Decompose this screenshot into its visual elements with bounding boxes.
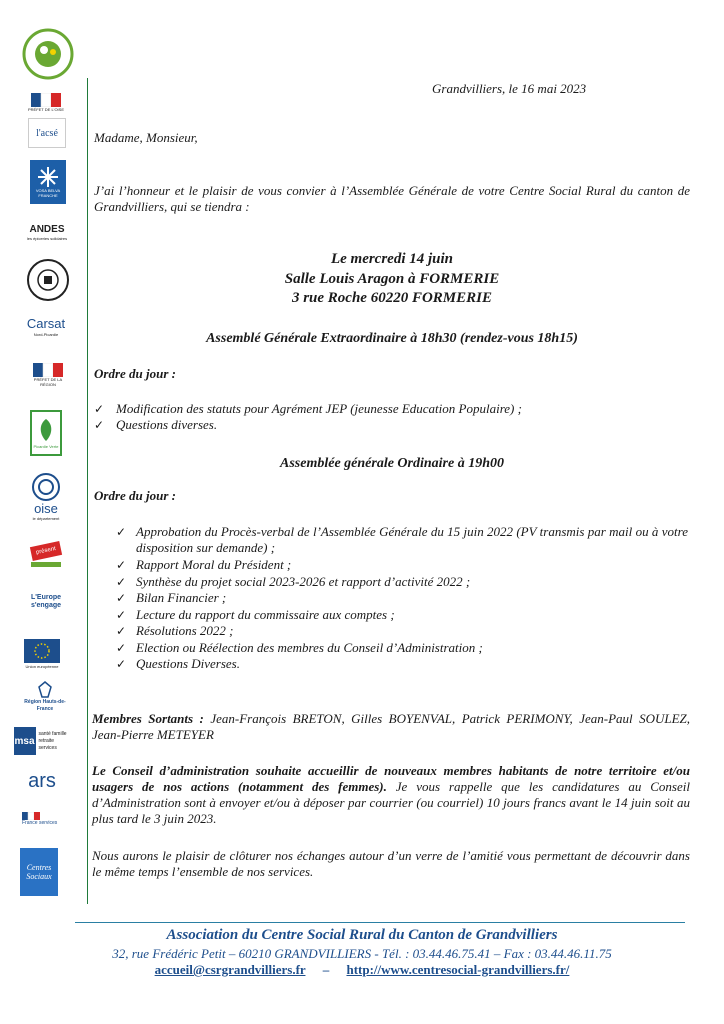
- check-icon: ✓: [94, 402, 105, 416]
- andes-logo: ANDES les épiceries solidaires: [26, 224, 68, 241]
- check-icon: ✓: [116, 525, 127, 539]
- france-services-logo: France services: [22, 804, 62, 834]
- vosges-logo: VOSA BELVA FRANCHE: [30, 160, 66, 204]
- check-icon: ✓: [116, 608, 127, 622]
- oise-logo: oise le département: [22, 470, 70, 524]
- footer-org-name: Association du Centre Social Rural du Canton de Grandvilliers: [166, 927, 558, 943]
- ordre2-item: ✓ Rapport Moral du Président ;: [116, 557, 292, 572]
- ars-logo: ars: [28, 770, 56, 792]
- hauts-de-france-logo: Région Hauts-de-France: [18, 680, 72, 714]
- centres-sociaux-logo: Centres Sociaux: [20, 848, 58, 896]
- footer-separator: –: [322, 962, 330, 977]
- europe-engage-logo: L'Europe s'engage: [30, 594, 62, 609]
- ordre2-item: ✓ Election ou Réélection des membres du Conseil d’Administration ;: [116, 640, 483, 655]
- membres-sortants: Membres Sortants : Jean-François BRETON, Gilles BOYENVAL, Patrick PERIMONY, Jean-Paul SOULEZ, Jean-Pierre METEYER: [92, 711, 690, 742]
- acse-logo: l'acsé: [28, 118, 66, 148]
- footer-divider: [75, 922, 685, 923]
- check-icon: ✓: [116, 624, 127, 638]
- ordre2-item: ✓ Lecture du rapport du commissaire aux comptes ;: [116, 607, 395, 622]
- age-title: Assemblé Générale Extraordinaire à 18h30 (rendez-vous 18h15): [206, 331, 578, 346]
- check-icon: ✓: [116, 558, 127, 572]
- footer-address: 32, rue Frédéric Petit – 60210 GRANDVILLIERS - Tél. : 03.44.46.75.41 – Fax : 03.44.46.11.75: [112, 946, 612, 961]
- conseil-paragraph: Le Conseil d’administration souhaite accueillir de nouveaux membres habitants de notre territoire et/ou usagers de nos actions (notamment des femmes). Je vous rappelle que les candidatures au Conseil d’Administration sont à envoyer et/ou à déposer par courrier (ou courriel) 10 jours francs avant le 14 juin soit au plus tard le 3 juin 2023.: [92, 763, 690, 826]
- salutation: Madame, Monsieur,: [94, 130, 198, 145]
- ordre1-item: ✓ Modification des statuts pour Agrément JEP (jeunesse Education Populaire) ;: [94, 401, 522, 416]
- footer-email-link[interactable]: accueil@csrgrandvilliers.fr: [154, 962, 306, 977]
- ordre2-item: ✓ Approbation du Procès-verbal de l’Assemblée Générale du 15 juin 2022 (PV transmis par mail ou à votre disposition sur demande) ;: [116, 524, 688, 555]
- closing-paragraph: Nous aurons le plaisir de clôturer nos échanges autour d’un verre de l’amitié vous permettant de découvrir dans le même temps l’ensemble de nos services.: [92, 848, 690, 879]
- event-date: Le mercredi 14 juin: [330, 251, 454, 267]
- logo-sidebar: [0, 0, 90, 900]
- ordre2-item: ✓ Synthèse du projet social 2023-2026 et rapport d’activité 2022 ;: [116, 574, 471, 589]
- ordre2-item: ✓ Questions Diverses.: [116, 656, 240, 671]
- prefet-logo: PRÉFET DE L'OISE: [26, 88, 66, 116]
- ordre-du-jour-1-label: Ordre du jour :: [94, 366, 176, 381]
- centre-social-logo: [22, 28, 74, 80]
- check-icon: ✓: [116, 575, 127, 589]
- ordre2-item: ✓ Bilan Financier ;: [116, 590, 227, 605]
- carsat-logo: Carsat Nord-Picardie: [26, 315, 66, 337]
- footer-website-link[interactable]: http://www.centresocial-grandvilliers.fr/: [346, 962, 570, 977]
- vertical-divider: [87, 78, 88, 904]
- eu-flag-logo: Union européenne: [22, 636, 62, 672]
- check-icon: ✓: [94, 418, 105, 432]
- event-address: 3 rue Roche 60220 FORMERIE: [291, 290, 493, 306]
- intro-paragraph: J’ai l’honneur et le plaisir de vous convier à l’Assemblée Générale de votre Centre Social Rural du canton de Grandvilliers, qui se tiendra :: [94, 183, 690, 214]
- ago-title: Assemblée générale Ordinaire à 19h00: [280, 456, 504, 471]
- prefet-region-logo: PRÉFET DE LA RÉGION: [28, 352, 68, 398]
- banque-alimentaire-logo: [26, 258, 70, 302]
- ordre1-item: ✓ Questions diverses.: [94, 417, 218, 432]
- ordre-du-jour-2-label: Ordre du jour :: [94, 488, 176, 503]
- check-icon: ✓: [116, 657, 127, 671]
- present-logo: présent: [28, 538, 64, 572]
- msa-logo: msa santé famille retraite services: [12, 726, 74, 756]
- picardie-verte-logo: Picardie Verte: [30, 410, 62, 456]
- check-icon: ✓: [116, 641, 127, 655]
- check-icon: ✓: [116, 591, 127, 605]
- event-venue: Salle Louis Aragon à FORMERIE: [284, 271, 500, 287]
- letter-date: Grandvilliers, le 16 mai 2023: [432, 81, 587, 96]
- ordre2-item: ✓ Résolutions 2022 ;: [116, 623, 234, 638]
- footer-contact: [0, 962, 724, 978]
